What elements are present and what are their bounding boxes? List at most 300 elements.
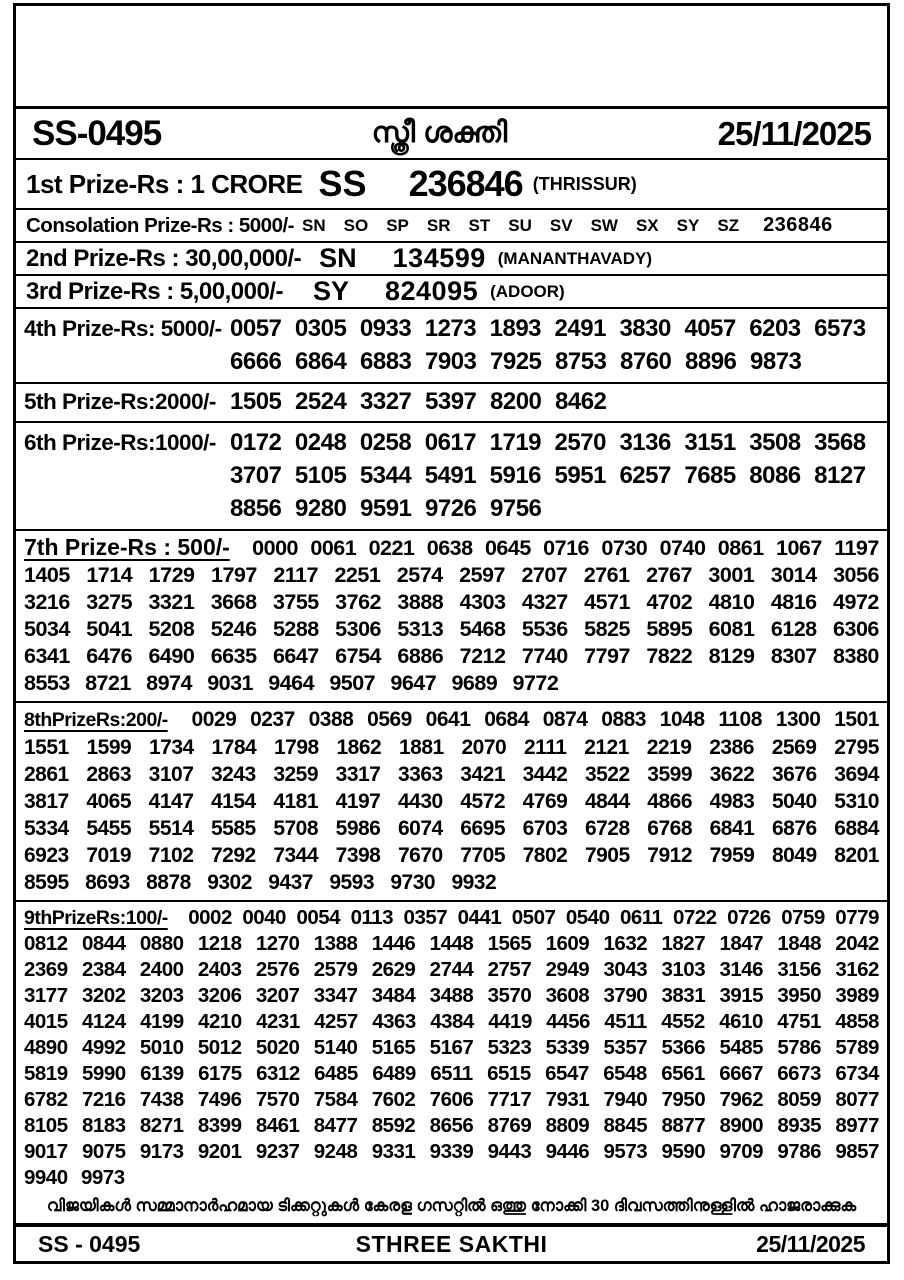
prize-number: 8086: [749, 462, 801, 489]
prize-number: 0722: [672, 906, 717, 929]
prize-number: 7212: [459, 644, 506, 668]
prize-number: 9591: [360, 495, 412, 522]
prize-number: 7740: [521, 644, 568, 668]
prize-number: 7216: [81, 1088, 126, 1111]
prize-number: 2369: [24, 958, 68, 981]
prize-number: 3151: [684, 429, 736, 456]
third-prize-number: 824095: [385, 276, 479, 306]
prize-number: 3363: [397, 763, 443, 786]
prize-number: 5167: [429, 1036, 474, 1059]
prize-number: 8877: [661, 1114, 706, 1137]
prize-number: 5536: [521, 617, 568, 641]
prize-number: 1197: [834, 536, 879, 560]
prize-number: 2121: [584, 736, 629, 759]
prize-number: 4197: [335, 790, 381, 813]
prize-number: 1448: [429, 932, 474, 955]
prize-number: 0645: [484, 536, 531, 560]
prize-number: 3508: [749, 429, 801, 456]
prize-number: 3989: [835, 984, 879, 1007]
prize-number: 7940: [603, 1088, 648, 1111]
prize-number: 3668: [210, 590, 257, 614]
prize-number: 0759: [781, 906, 825, 929]
prize-number: 9873: [750, 348, 802, 375]
prize-number: 3259: [273, 763, 319, 786]
prize-number: 3790: [603, 984, 648, 1007]
prize-number: 1218: [197, 932, 242, 955]
prize-number: 0611: [619, 906, 663, 929]
prize-number: 3056: [833, 563, 879, 587]
prize-number: 0113: [350, 906, 394, 929]
prize-number: 3915: [719, 984, 764, 1007]
prize-number: 0054: [296, 906, 341, 929]
prize-number: 8307: [770, 644, 817, 668]
prize-number: 1505: [230, 388, 282, 415]
prize-number: 1501: [834, 708, 879, 731]
prize-number: 3317: [335, 763, 381, 786]
prize-number: 9772: [512, 671, 559, 695]
prize-number: 4572: [460, 790, 506, 813]
prize-number: 9201: [197, 1140, 242, 1163]
prize-number: 8399: [197, 1114, 242, 1137]
prize-number: 6864: [295, 348, 347, 375]
prize-number: 2400: [139, 958, 184, 981]
prize-number: 0057: [230, 315, 282, 342]
prize-number: 1848: [777, 932, 821, 955]
prize-number: 3156: [777, 958, 821, 981]
prize-number: 4181: [273, 790, 319, 813]
prize-number: 3831: [661, 984, 706, 1007]
prize-number: 6635: [210, 644, 257, 668]
prize-number: 9237: [255, 1140, 300, 1163]
prize-number: 5041: [86, 617, 133, 641]
first-prize-label: 1st Prize-Rs : 1 CRORE: [26, 168, 303, 199]
prize-number: 2111: [524, 736, 567, 759]
prize-number: 0740: [659, 536, 706, 560]
prize-number: 0883: [601, 708, 646, 731]
prize-number: 3707: [230, 462, 282, 489]
prize-number: 8477: [313, 1114, 358, 1137]
prize-number: 8200: [490, 388, 542, 415]
prize-number: 6312: [256, 1062, 300, 1085]
ninth-prize-number-row: [24, 983, 879, 1009]
prize-number: 8553: [24, 671, 70, 695]
prize-number: 6257: [619, 462, 671, 489]
prize-number: 5344: [359, 462, 412, 489]
prize-number: 6081: [708, 617, 755, 641]
prize-number: 6511: [430, 1062, 473, 1085]
prize-number: 0880: [139, 932, 184, 955]
prize-number: 7602: [371, 1088, 416, 1111]
prize-number: 3001: [708, 563, 755, 587]
prize-number: 6490: [148, 644, 195, 668]
consolation-series-code: SO: [343, 215, 369, 235]
prize-number: 7802: [522, 844, 568, 867]
prize-number: 6647: [272, 644, 319, 668]
prize-number: 6341: [24, 644, 70, 668]
prize-number: 5306: [335, 617, 382, 641]
prize-number: 6547: [545, 1062, 589, 1085]
prize-number: 6074: [397, 817, 443, 840]
prize-number: 0258: [359, 429, 412, 456]
second-prize-location: (MANANTHAVADY): [497, 248, 653, 268]
prize-number: 0040: [242, 906, 286, 929]
prize-number: 9280: [295, 495, 347, 522]
prize-number: 1300: [775, 708, 821, 731]
prize-number: 2767: [646, 563, 692, 587]
prize-number: 0029: [191, 708, 237, 731]
prize-number: 4199: [140, 1010, 184, 1033]
prize-number: 0726: [727, 906, 771, 929]
prize-number: 5585: [210, 817, 256, 840]
header-blank-area: [16, 6, 887, 106]
prize-number: 0716: [543, 536, 590, 560]
prize-number: 8760: [620, 348, 672, 375]
prize-number: 4810: [708, 590, 755, 614]
ninth-prize-number-row: [24, 1139, 879, 1165]
third-prize-series: SY: [312, 276, 349, 306]
seventh-prize-number-row: [24, 616, 879, 643]
prize-number: 9647: [390, 671, 437, 695]
second-prize-label: 2nd Prize-Rs : 30,00,000/-: [26, 244, 302, 272]
consolation-prize-number: 236846: [763, 214, 833, 236]
prize-number: 9031: [207, 671, 254, 695]
prize-number: 5140: [313, 1036, 358, 1059]
prize-number: 2569: [771, 736, 817, 759]
prize-number: 2403: [197, 958, 242, 981]
prize-number: 5485: [719, 1036, 764, 1059]
prize-number: 5288: [272, 617, 319, 641]
ninth-prize-number-row: [24, 1061, 879, 1087]
prize-number: 1108: [718, 708, 762, 731]
prize-number: 4844: [584, 790, 630, 813]
prize-number: 1734: [149, 736, 194, 759]
prize-number: 4751: [777, 1010, 821, 1033]
prize-number: 4610: [719, 1010, 763, 1033]
prize-number: 7962: [719, 1088, 764, 1111]
lottery-title-malayalam: സ്ത്രീ ശക്തി: [371, 117, 508, 149]
prize-number: 5468: [459, 617, 506, 641]
prize-number: 3203: [139, 984, 184, 1007]
footer-draw-code: SS - 0495: [38, 1230, 141, 1257]
prize-number: 1405: [24, 563, 70, 587]
prize-number: 9932: [451, 871, 497, 894]
prize-number: 4430: [397, 790, 443, 813]
prize-number: 8271: [139, 1114, 184, 1137]
prize-number: 3755: [272, 590, 319, 614]
prize-number: 2579: [313, 958, 358, 981]
seventh-prize-number-row: [24, 534, 879, 562]
prize-number: 3817: [24, 790, 69, 813]
prize-number: 8878: [146, 871, 191, 894]
consolation-series-code: SR: [426, 215, 451, 235]
prize-number: 7496: [197, 1088, 242, 1111]
prize-number: 1797: [210, 563, 257, 587]
consolation-series-code: SV: [549, 215, 573, 235]
eighth-prize-number-row: [24, 734, 879, 761]
ninth-prize-number-row: [24, 1035, 879, 1061]
prize-number: 3608: [545, 984, 590, 1007]
second-prize-row: [16, 241, 887, 274]
prize-number: 5789: [835, 1036, 879, 1059]
prize-number: 6841: [709, 817, 755, 840]
prize-number: 6515: [487, 1062, 531, 1085]
prize-number: 2761: [583, 563, 630, 587]
prize-number: 7822: [646, 644, 693, 668]
prize-number: 9593: [329, 871, 375, 894]
prize-number: 4511: [604, 1010, 647, 1033]
consolation-prize-label: Consolation Prize-Rs : 5000/-: [26, 213, 295, 237]
sixth-prize-number-row: [24, 492, 879, 525]
third-prize-label: 3rd Prize-Rs : 5,00,000/-: [26, 277, 283, 305]
prize-number: 8721: [85, 671, 131, 695]
prize-number: 5514: [148, 817, 194, 840]
prize-number: 1273: [424, 315, 477, 342]
prize-number: 3570: [487, 984, 532, 1007]
prize-number: 4992: [81, 1036, 126, 1059]
prize-number: 6703: [522, 817, 568, 840]
prize-number: 9726: [425, 495, 477, 522]
prize-number: 5020: [255, 1036, 300, 1059]
prize-number: 1609: [545, 932, 590, 955]
prize-number: 9017: [24, 1140, 68, 1163]
prize-number: 1632: [603, 932, 648, 955]
ninth-prize-number-row: [24, 1165, 879, 1191]
prize-number: 7925: [490, 348, 542, 375]
prize-number: 3676: [771, 763, 817, 786]
prize-number: 3014: [770, 563, 817, 587]
prize-number: 3888: [397, 590, 444, 614]
prize-number: 3162: [835, 958, 879, 981]
prize-number: 9786: [777, 1140, 821, 1163]
prize-number: 8049: [771, 844, 817, 867]
footer-lottery-name: STHREE SAKTHI: [355, 1230, 548, 1257]
eighth-prize-number-row: [24, 842, 879, 869]
prize-number: 6139: [140, 1062, 184, 1085]
prize-number: 3830: [619, 315, 671, 342]
prize-number: 3107: [148, 763, 194, 786]
prize-number: 7717: [487, 1088, 532, 1111]
prize-number: 4384: [430, 1010, 474, 1033]
prize-number: 1862: [336, 736, 382, 759]
prize-number: 8809: [545, 1114, 590, 1137]
prize-number: 8977: [835, 1114, 879, 1137]
sixth-prize-label: 6th Prize-Rs:1000/-: [24, 430, 216, 455]
prize-number: 7019: [86, 844, 132, 867]
prize-number: 9709: [719, 1140, 764, 1163]
prize-number: 0507: [511, 906, 556, 929]
prize-number: 3762: [335, 590, 382, 614]
eighth-prize-number-row: [24, 706, 879, 734]
prize-number: 4231: [256, 1010, 300, 1033]
prize-number: 5012: [197, 1036, 242, 1059]
prize-number: 2574: [396, 563, 443, 587]
eighth-prize-number-row: [24, 815, 879, 842]
prize-number: 4552: [661, 1010, 705, 1033]
prize-number: 0638: [426, 536, 473, 560]
prize-number: 3275: [86, 590, 133, 614]
prize-number: 9756: [490, 495, 542, 522]
prize-number: 0844: [81, 932, 126, 955]
prize-number: 6886: [397, 644, 444, 668]
prize-number: 2757: [487, 958, 532, 981]
first-prize-row: [16, 158, 887, 208]
prize-number: 4154: [210, 790, 256, 813]
prize-number: 3202: [81, 984, 126, 1007]
prize-number: 7102: [148, 844, 194, 867]
prize-number: 2744: [429, 958, 474, 981]
first-prize-location: (THRISSUR): [532, 173, 637, 194]
prize-number: 4124: [82, 1010, 126, 1033]
prize-number: 8077: [835, 1088, 879, 1111]
prize-number: 6728: [584, 817, 630, 840]
prize-number: 1565: [487, 932, 532, 955]
prize-number: 6128: [770, 617, 817, 641]
prize-number: 8856: [230, 495, 282, 522]
lottery-result-sheet: [13, 3, 890, 1264]
ninth-prize-number-row: [24, 905, 879, 931]
prize-number: 1881: [399, 736, 444, 759]
ninth-prize-section: [16, 900, 887, 1195]
prize-number: 6489: [372, 1062, 416, 1085]
prize-number: 2570: [554, 429, 606, 456]
prize-number: 9730: [390, 871, 436, 894]
prize-number: 8845: [603, 1114, 648, 1137]
prize-number: 8059: [777, 1088, 821, 1111]
prize-number: 6561: [661, 1062, 705, 1085]
prize-number: 1729: [148, 563, 195, 587]
prize-number: 2117: [273, 563, 318, 587]
prize-number: 8461: [255, 1114, 300, 1137]
prize-number: 0641: [425, 708, 471, 731]
prize-number: 9443: [487, 1140, 532, 1163]
prize-number: 3207: [255, 984, 300, 1007]
prize-number: 0388: [308, 708, 354, 731]
prize-number: 5366: [661, 1036, 706, 1059]
eighth-prize-number-row: [24, 761, 879, 788]
prize-number: 1798: [274, 736, 319, 759]
title-bar: [16, 106, 887, 158]
prize-number: 9302: [207, 871, 252, 894]
prize-number: 0779: [835, 906, 879, 929]
prize-number: 3622: [709, 763, 755, 786]
prize-number: 9973: [81, 1166, 125, 1189]
prize-number: 8900: [719, 1114, 764, 1137]
prize-number: 2861: [24, 763, 69, 786]
prize-number: 8769: [487, 1114, 532, 1137]
prize-number: 1784: [211, 736, 257, 759]
seventh-prize-number-row: [24, 562, 879, 589]
prize-number: 9075: [81, 1140, 126, 1163]
prize-number: 8693: [85, 871, 130, 894]
fourth-prize-number-row: [24, 312, 879, 345]
first-prize-series: SS: [318, 163, 367, 204]
consolation-series-code: SY: [676, 215, 700, 235]
prize-number: 0569: [367, 708, 412, 731]
prize-number: 6175: [198, 1062, 242, 1085]
consolation-series-code: SW: [590, 215, 618, 235]
second-prize-series: SN: [319, 243, 357, 273]
prize-number: 9573: [603, 1140, 648, 1163]
prize-number: 3488: [429, 984, 474, 1007]
prize-number: 4363: [372, 1010, 416, 1033]
prize-number: 8201: [834, 844, 879, 867]
prize-number: 5208: [148, 617, 195, 641]
seventh-prize-number-row: [24, 670, 879, 697]
prize-number: 1048: [659, 708, 705, 731]
prize-number: 1599: [86, 736, 132, 759]
prize-number: 0812: [24, 932, 68, 955]
consolation-series-code: SP: [386, 215, 409, 235]
seventh-prize-label: 7th Prize-Rs : 500/-: [24, 534, 230, 560]
prize-number: 9464: [268, 671, 315, 695]
prize-number: 4065: [86, 790, 132, 813]
prize-number: 2042: [835, 932, 879, 955]
prize-number: 3216: [24, 590, 70, 614]
prize-number: 9857: [835, 1140, 879, 1163]
prize-number: 1719: [489, 429, 542, 456]
prize-number: 5990: [82, 1062, 126, 1085]
prize-number: 6782: [24, 1088, 68, 1111]
prize-number: 5040: [771, 790, 817, 813]
prize-number: 0540: [565, 906, 610, 929]
prize-number: 7670: [397, 844, 443, 867]
prize-number: 0933: [359, 315, 412, 342]
draw-date: 25/11/2025: [717, 114, 871, 152]
prize-number: 5334: [24, 817, 69, 840]
prize-number: 7797: [584, 644, 630, 668]
prize-number: 5339: [545, 1036, 590, 1059]
prize-number: 6666: [230, 348, 282, 375]
seventh-prize-number-row: [24, 643, 879, 670]
prize-number: 2629: [371, 958, 416, 981]
prize-number: 6876: [771, 817, 817, 840]
ninth-prize-number-row: [24, 931, 879, 957]
prize-number: 2384: [81, 958, 126, 981]
prize-number: 0061: [310, 536, 357, 560]
prize-number: 6695: [460, 817, 506, 840]
ninth-prize-number-row: [24, 957, 879, 983]
prize-number: 7959: [709, 844, 755, 867]
prize-number: 4983: [709, 790, 755, 813]
prize-number: 6884: [834, 817, 879, 840]
prize-number: 0221: [368, 536, 415, 560]
prize-number: 4257: [314, 1010, 358, 1033]
prize-number: 4571: [584, 590, 630, 614]
prize-number: 3599: [647, 763, 692, 786]
fourth-prize-number-row: [24, 345, 879, 378]
prize-number: 5010: [139, 1036, 184, 1059]
prize-number: 5246: [210, 617, 257, 641]
prize-number: 2491: [554, 315, 606, 342]
prize-number: 0730: [601, 536, 648, 560]
prize-number: 5310: [834, 790, 879, 813]
prize-number: 3950: [777, 984, 821, 1007]
prize-number: 2524: [295, 388, 347, 415]
prize-number: 7905: [584, 844, 630, 867]
prize-number: 5357: [603, 1036, 648, 1059]
prize-number: 9590: [661, 1140, 706, 1163]
fifth-prize-section: [16, 382, 887, 421]
consolation-series-code: ST: [468, 215, 491, 235]
prize-number: 4327: [521, 590, 568, 614]
prize-number: 9507: [329, 671, 376, 695]
footer-date: 25/11/2025: [756, 1230, 866, 1257]
prize-number: 1827: [661, 932, 706, 955]
prize-number: 3043: [603, 958, 648, 981]
fourth-prize-label: 4th Prize-Rs: 5000/-: [24, 316, 222, 341]
prize-number: 8656: [429, 1114, 474, 1137]
prize-number: 0684: [484, 708, 529, 731]
